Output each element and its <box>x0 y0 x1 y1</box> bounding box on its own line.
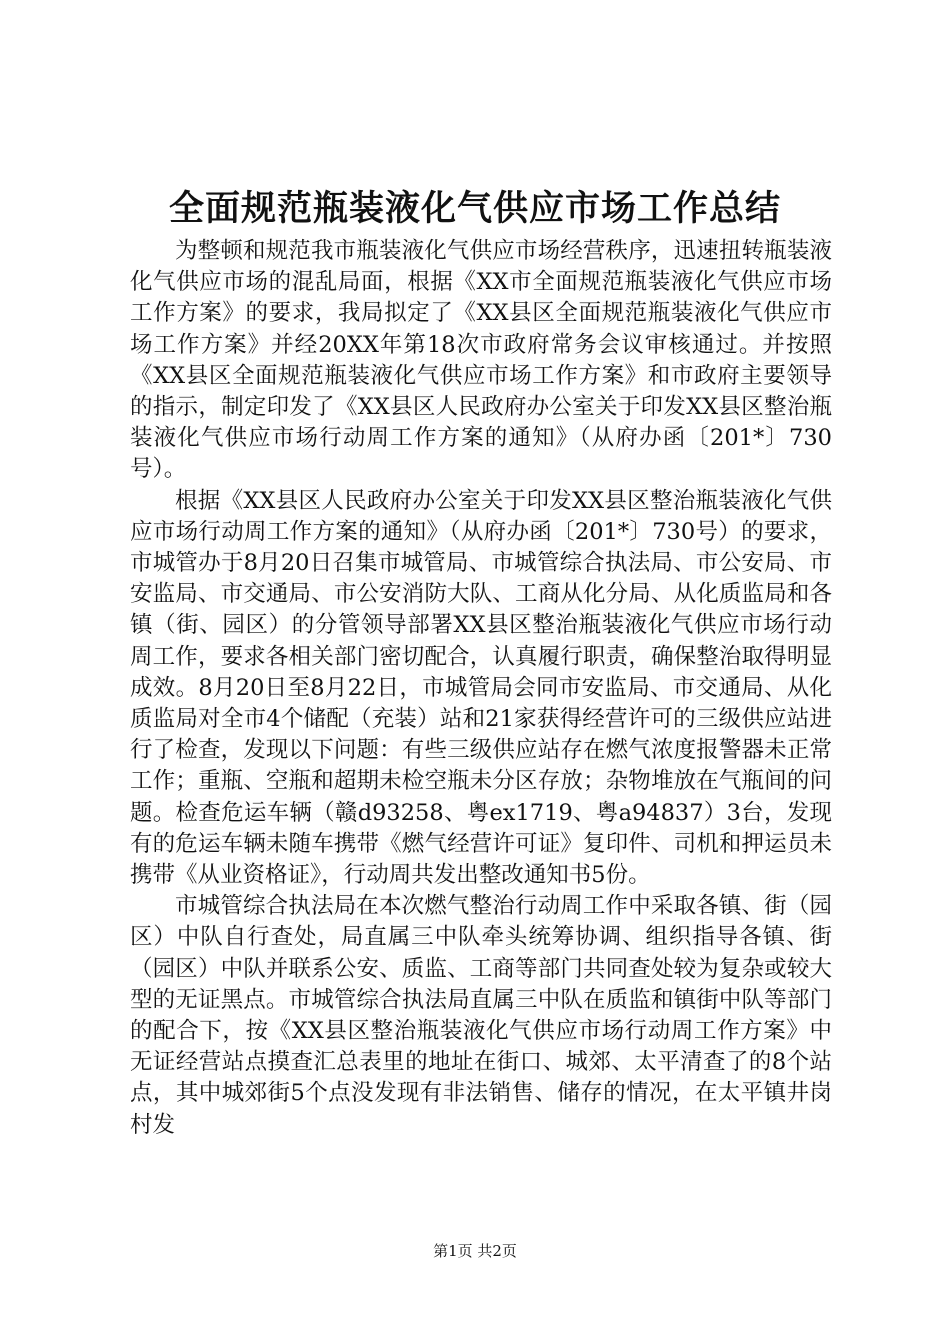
page-number-footer: 第1页 共2页 <box>433 1242 517 1260</box>
document-title: 全面规范瓶装液化气供应市场工作总结 <box>168 188 781 229</box>
paragraph-3: 市城管综合执法局在本次燃气整治行动周工作中采取各镇、街（园区）中队自行查处，局直属三中队牵头统筹协调、组织指导各镇、街（园区）中队并联系公安、质监、工商等部门共同查处较为复杂或较大型的无证黑点。市城管综合执法局直属三中队在质监和镇街中队等部门的配合下，按《XX县区整治瓶装液化气供应市场行动周工作方案》中无证经营站点摸查汇总表里的地址在街口、城郊、太平清查了的8个站点，其中城郊街5个点没发现有非法销售、储存的情况，在太平镇井岗村发 <box>130 893 832 1138</box>
document-body <box>130 236 832 1141</box>
paragraph-2: 根据《XX县区人民政府办公室关于印发XX县区整治瓶装液化气供应市场行动周工作方案的通知》（从府办函〔201*〕730号）的要求，市城管办于8月20日召集市城管局、市城管综合执法局、市公安局、市安监局、市交通局、市公安消防大队、工商从化分局、从化质监局和各镇（街、园区）的分管领导部署XX县区整治瓶装液化气供应市场行动周工作，要求各相关部门密切配合，认真履行职责，确保整治取得明显成效。8月20日至8月22日，市城管局会同市安监局、市交通局、从化质监局对全市4个储配（充装）站和21家获得经营许可的三级供应站进行了检查，发现以下问题：有些三级供应站存在燃气浓度报警器未正常工作；重瓶、空瓶和超期未检空瓶未分区存放；杂物堆放在气瓶间的问题。检查危运车辆（赣d93258、粤ex1719、粤a94837）3台，发现有的危运车辆未随车携带《燃气经营许可证》复印件、司机和押运员未携带《从业资格证》，行动周共发出整改通知书5份。 <box>130 487 832 889</box>
paragraph-1: 为整顿和规范我市瓶装液化气供应市场经营秩序，迅速扭转瓶装液化气供应市场的混乱局面，根据《XX市全面规范瓶装液化气供应市场工作方案》的要求，我局拟定了《XX县区全面规范瓶装液化气供应市场工作方案》并经20XX年第18次市政府常务会议审核通过。并按照《XX县区全面规范瓶装液化气供应市场工作方案》和市政府主要领导的指示，制定印发了《XX县区人民政府办公室关于印发XX县区整治瓶装液化气供应市场行动周工作方案的通知》（从府办函〔201*〕730号）。 <box>130 238 832 483</box>
